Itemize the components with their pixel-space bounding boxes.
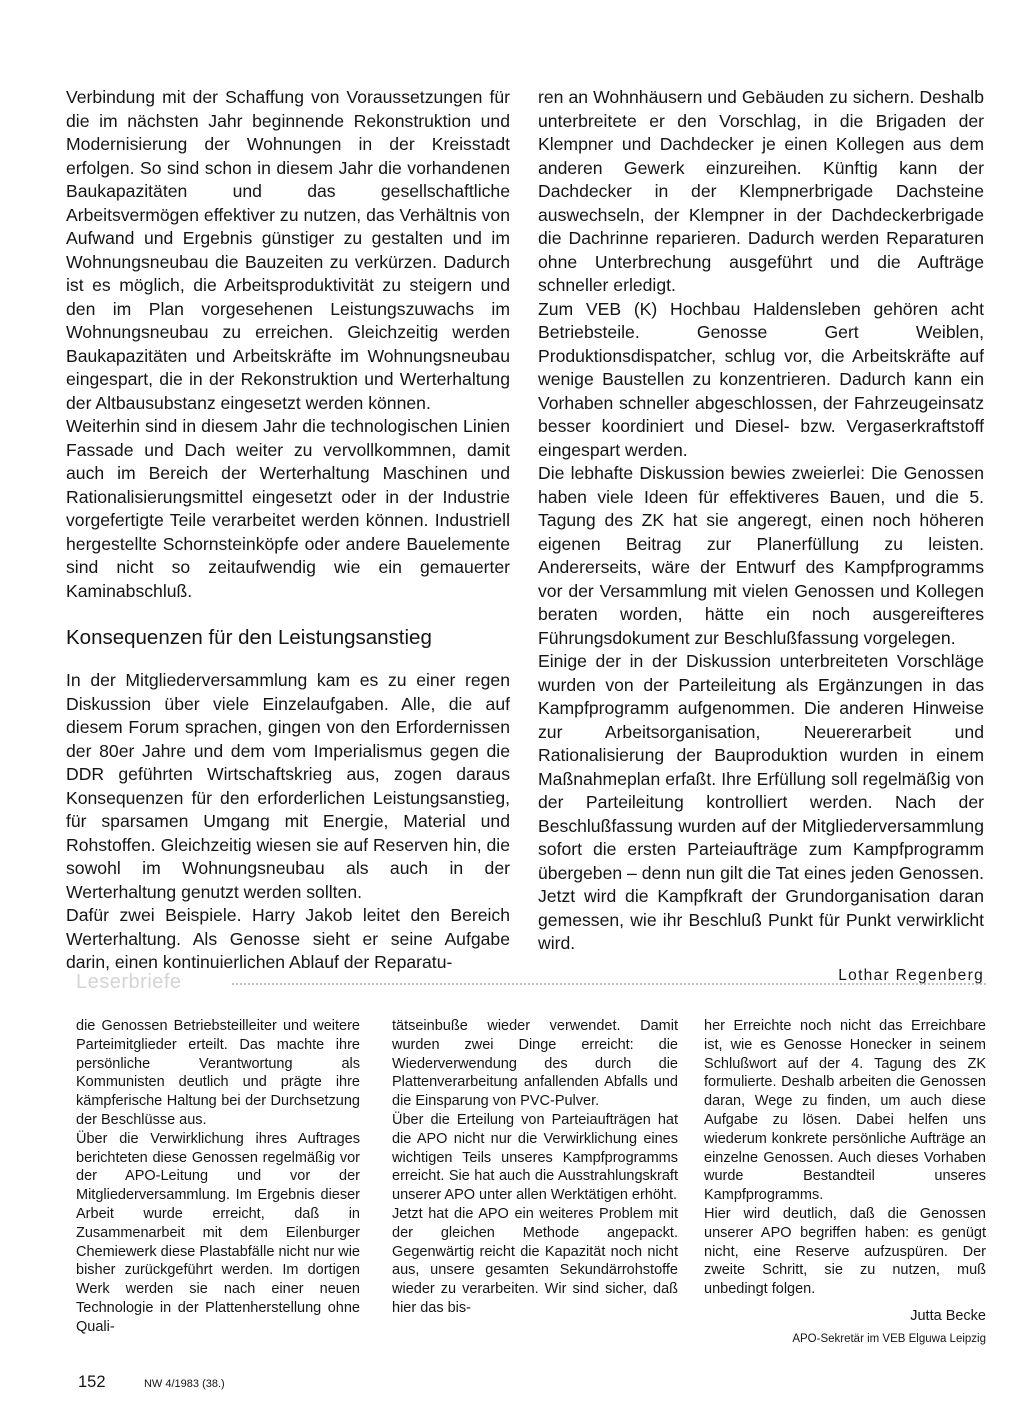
- letter-author: Jutta Becke: [910, 1307, 986, 1324]
- article-paragraph: In der Mitgliederversammlung kam es zu einer regen Diskussion über viele Einzelaufgaben. Alle, die auf diesem Forum sprachen, gingen von den Erfordernissen der 80er Jahre und dem vom Imperialismus gegen die DDR geführten Wirtschaftskrieg aus, zogen daraus Konsequenzen für den erforderlichen Leistungsanstieg, für sparsamen Umgang mit Energie, Material und Rohstoffen. Gleichzeitig wiesen sie auf Reserven hin, die sowohl im Wohnungsneubau als auch in der Werterhaltung genutzt werden sollten.: [66, 670, 510, 902]
- article-author: Lothar Regenberg: [838, 966, 984, 984]
- section-header: [76, 970, 986, 994]
- page-number: 152: [78, 1373, 106, 1391]
- page-footer: [78, 1372, 225, 1394]
- article-paragraph: Einige der in der Diskussion unterbreiteten Vorschläge wurden von der Parteileitung als Ergänzungen in das Kampfprogramm aufgenommen. Die anderen Hinweise zur Arbeitsorganisation, Neuererarbeit und Rationalisierung der Bauproduktion wurden in einem Maßnahmeplan erfaßt. Ihre Erfüllung soll regelmäßig von der Parteileitung kontrolliert werden. Nach der Beschlußfassung wurden auf der Mitgliederversammlung sofort die ersten Parteiaufträge zum Kampfprogramm übergeben – denn nun gilt die Tat eines jeden Genossen. Jetzt wird die Kampfkraft der Grundorganisation daran gemessen, wie ihr Beschluß Punkt für Punkt verwirklicht wird.: [538, 651, 984, 953]
- letter-author-role: APO-Sekretär im VEB Elguwa Leipzig: [792, 1332, 986, 1345]
- article-paragraph: Die lebhafte Diskussion bewies zweierlei: Die Genossen haben viele Ideen für effektiveres Bauen, und die 5. Tagung des ZK hat sie angeregt, einen noch höheren eigenen Beitrag zur Planerfüllung zu leisten. Andererseits, wäre der Entwurf des Kampfprogramms vor der Versammlung mit vielen Genossen und Kollegen beraten worden, hätte ein noch ausgereifteres Führungsdokument zur Beschlußfassung vorgelegen.: [538, 463, 984, 648]
- section-divider: [232, 983, 986, 985]
- letter-paragraph: her Erreichte noch nicht das Erreichbare ist, wie es Genosse Honecker in seinem Schlußwort auf der 4. Tagung des ZK formulierte. Deshalb arbeiten die Genossen daran, Wege zu finden, um auch diese Aufgabe zu lösen. Dabei helfen uns wiederum konkrete persönliche Aufträge an einzelne Genossen. Auch dieses Vorhaben wurde Bestandteil unseres Kampfprogramms.: [704, 1018, 986, 1204]
- section-label: Leserbriefe: [76, 971, 182, 993]
- letter-column-3: [704, 1017, 986, 1349]
- letter-paragraph: die Genossen Betriebsteilleiter und weitere Parteimitglieder erteilt. Das machte ihre persönliche Verantwortung als Kommunisten deutlich und prägte ihre kämpferische Haltung bei der Durchsetzung der Beschlüsse aus.: [76, 1018, 360, 1128]
- letter-paragraph: Hier wird deutlich, daß die Genossen unserer APO begriffen haben: es genügt nicht, eine Reserve aufzuspüren. Der zweite Schritt, sie zu nutzen, muß unbedingt folgen.: [704, 1205, 986, 1298]
- article-column-left: [66, 86, 510, 975]
- letter-paragraph: Über die Erteilung von Parteiaufträgen hat die APO nicht nur die Verwirklichung eines wichtigen Teils unseres Kampfprogramms erreicht. Sie hat auch die Ausstrahlungskraft unserer APO unter allen Werktätigen erhöht.: [392, 1111, 678, 1204]
- article-paragraph: Weiterhin sind in diesem Jahr die technologischen Linien Fassade und Dach weiter zu vervollkommnen, damit auch im Bereich der Werterhaltung Maschinen und Rationalisierungsmittel eingesetzt oder in der Industrie vorgefertigte Teile verarbeitet werden können. Industriell hergestellte Schornsteinköpfe oder andere Bauelemente sind nicht so zeitaufwendig wie ein gemauerter Kaminabschluß.: [66, 416, 510, 601]
- letter-paragraph: Über die Verwirklichung ihres Auftrages berichteten diese Genossen regelmäßig vor der APO-Leitung und vor der Mitgliederversammlung. Im Ergebnis dieser Arbeit wurde erreicht, daß in Zusammenarbeit mit dem Eilenburger Chemiewerk diese Plastabfälle nicht nur wie bisher zurückgeführt werden. Im dortigen Werk werden sie nach einer neuen Technologie in der Plattenherstellung ohne Quali-: [76, 1130, 360, 1335]
- article-column-right: [538, 86, 984, 987]
- article-paragraph: ren an Wohnhäusern und Gebäuden zu sichern. Deshalb unterbreitete er den Vorschlag, in die Brigaden der Klempner und Dachdecker je einen Kollegen aus dem anderen Gewerk einzureihen. Künftig kann der Dachdecker in der Klempnerbrigade Dachsteine auswechseln, der Klempner in der Dachdeckerbrigade die Dachrinne reparieren. Dadurch werden Reparaturen ohne Unterbrechung ausgeführt und die Aufträge schneller erledigt.: [538, 87, 984, 295]
- letter-paragraph: tätseinbuße wieder verwendet. Damit wurden zwei Dinge erreicht: die Wiederverwendung des durch die Plattenverarbeitung anfallenden Abfalls und die Einsparung von PVC-Pulver.: [392, 1018, 678, 1110]
- letter-column-1: [76, 1017, 360, 1337]
- letter-paragraph: Jetzt hat die APO ein weiteres Problem mit der gleichen Methode angepackt. Gegenwärtig reicht die Kapazität noch nicht aus, unsere gesamten Sekundärrohstoffe wieder zu verarbeiten. Wir sind sicher, daß hier das bis-: [392, 1205, 678, 1316]
- letter-column-2: [392, 1017, 678, 1318]
- issue-info: NW 4/1983 (38.): [143, 1378, 225, 1390]
- article-subheading: Konsequenzen für den Leistungsanstieg: [66, 626, 432, 649]
- article-paragraph: Zum VEB (K) Hochbau Haldensleben gehören acht Betriebsteile. Genosse Gert Weiblen, Produktionsdispatcher, schlug vor, die Arbeitskräfte auf wenige Baustellen zu konzentrieren. Dadurch kann ein Vorhaben schneller abgeschlossen, der Fahrzeugeinsatz besser koordiniert und Diesel- bzw. Vergaserkraftstoff eingespart werden.: [538, 298, 984, 460]
- article-paragraph: Verbindung mit der Schaffung von Voraussetzungen für die im nächsten Jahr beginnende Rekonstruktion und Modernisierung der Wohnungen in der Kreisstadt erfolgen. So sind schon in diesem Jahr die vorhandenen Baukapazitäten und das gesellschaftliche Arbeitsvermögen effektiver zu nutzen, das Verhältnis von Aufwand und Ergebnis günstiger zu gestalten und im Wohnungsneubau die Bauzeiten zu verkürzen. Dadurch ist es möglich, die Arbeitsproduktivität zu steigern und den im Plan vorgesehenen Leistungszuwachs im Wohnungsneubau zu erreichen. Gleichzeitig werden Baukapazitäten und Arbeitskräfte im Wohnungsneubau eingespart, die in der Rekonstruktion und Werterhaltung der Altbausubstanz eingesetzt werden können.: [66, 87, 510, 413]
- article-paragraph: Dafür zwei Beispiele. Harry Jakob leitet den Bereich Werterhaltung. Als Genosse sieht er seine Aufgabe darin, einen kontinuierlichen Ablauf der Reparatu-: [66, 905, 510, 972]
